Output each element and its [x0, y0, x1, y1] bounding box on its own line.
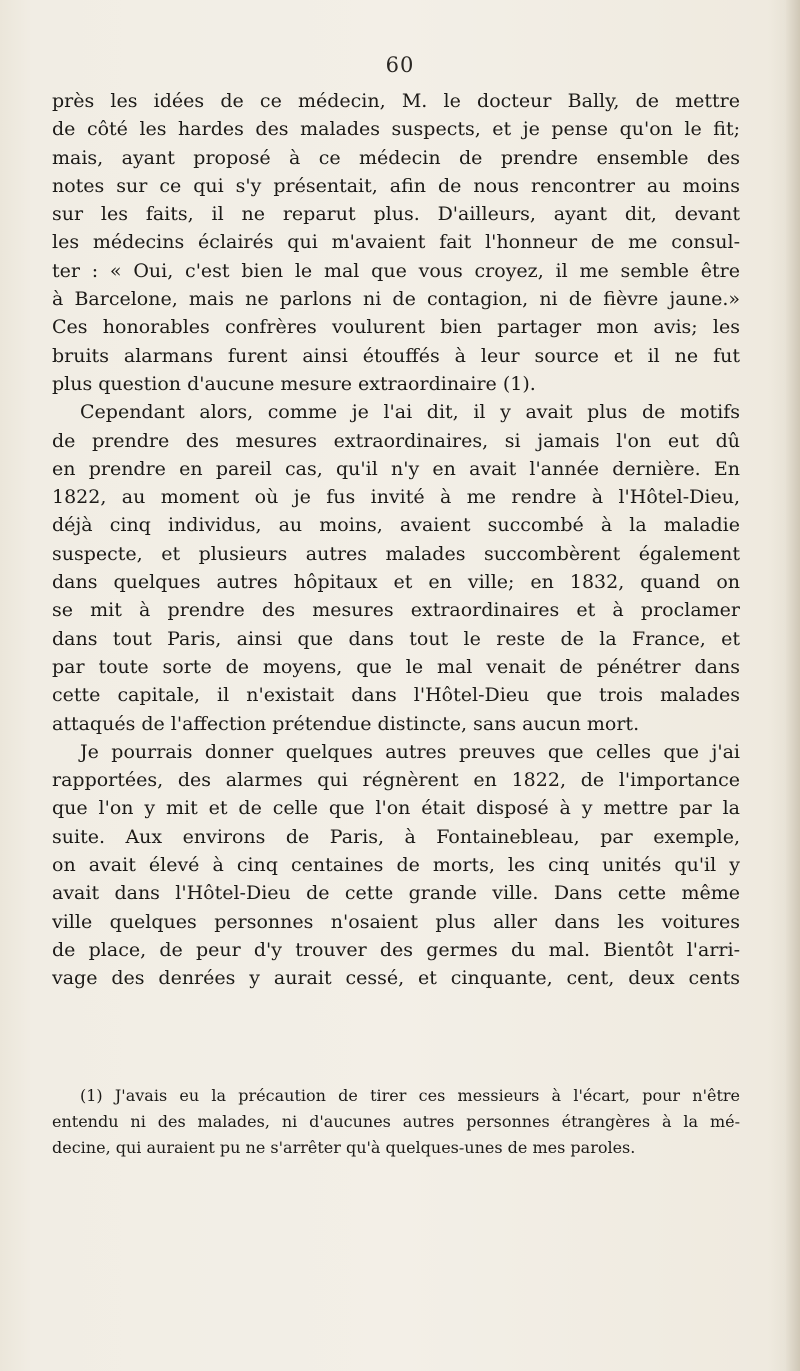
text-line: avait dans l'Hôtel-Dieu de cette grande ville. Dans cette même: [52, 882, 740, 905]
text-line: suite. Aux environs de Paris, à Fontainebleau, par exemple,: [52, 825, 740, 848]
text-line: se mit à prendre des mesures extraordinaires et à proclamer: [52, 599, 740, 622]
text-line: suspecte, et plusieurs autres malades succombèrent également: [52, 542, 740, 565]
text-line: Ces honorables confrères voulurent bien partager mon avis; les: [52, 316, 740, 339]
text-line: par toute sorte de moyens, que le mal venait de pénétrer dans: [52, 655, 740, 678]
text-line: 1822, au moment où je fus invité à me rendre à l'Hôtel-Dieu,: [52, 486, 740, 509]
text-line: Je pourrais donner quelques autres preuves que celles que j'ai: [80, 740, 740, 763]
footnote-line: entendu ni des malades, ni d'aucunes autres personnes étrangères à la mé-: [52, 1112, 740, 1131]
text-line: en prendre en pareil cas, qu'il n'y en avait l'année dernière. En: [52, 457, 740, 480]
text-line: ter : « Oui, c'est bien le mal que vous croyez, il me semble être: [52, 259, 740, 282]
text-line: sur les faits, il ne reparut plus. D'ailleurs, ayant dit, devant: [52, 203, 740, 226]
text-line: bruits alarmans furent ainsi étouffés à leur source et il ne fut: [52, 344, 740, 367]
text-line: ville quelques personnes n'osaient plus aller dans les voitures: [52, 910, 740, 933]
text-line: rapportées, des alarmes qui régnèrent en 1822, de l'importance: [52, 769, 740, 792]
text-line: cette capitale, il n'existait dans l'Hôtel-Dieu que trois malades: [52, 684, 740, 707]
text-line: attaqués de l'affection prétendue distincte, sans aucun mort.: [52, 712, 640, 735]
text-line: de côté les hardes des malades suspects, et je pense qu'on le fit;: [52, 118, 740, 141]
text-line: déjà cinq individus, au moins, avaient succombé à la maladie: [52, 514, 740, 537]
text-line: Cependant alors, comme je l'ai dit, il y avait plus de motifs: [80, 401, 740, 424]
text-line: près les idées de ce médecin, M. le docteur Bally, de mettre: [52, 90, 740, 112]
text-line: on avait élevé à cinq centaines de morts, les cinq unités qu'il y: [52, 854, 740, 877]
body-text: [52, 87, 740, 993]
text-line: dans tout Paris, ainsi que dans tout le reste de la France, et: [52, 627, 740, 650]
text-line: de place, de peur d'y trouver des germes du mal. Bientôt l'arri-: [52, 938, 740, 961]
text-line: dans quelques autres hôpitaux et en ville; en 1832, quand on: [52, 571, 740, 594]
footnote-line: (1) J'avais eu la précaution de tirer ces messieurs à l'écart, pour n'être: [80, 1086, 740, 1105]
text-line: à Barcelone, mais ne parlons ni de contagion, ni de fièvre jaune.»: [52, 288, 740, 311]
footnote: [52, 1083, 740, 1161]
footnote-line: decine, qui auraient pu ne s'arrêter qu'à quelques-unes de mes paroles.: [52, 1138, 636, 1157]
text-line: de prendre des mesures extraordinaires, si jamais l'on eut dû: [52, 429, 740, 452]
text-line: les médecins éclairés qui m'avaient fait l'honneur de me consul-: [52, 231, 740, 254]
page-number: 60: [385, 53, 415, 77]
text-line: notes sur ce qui s'y présentait, afin de nous rencontrer au moins: [52, 174, 740, 197]
text-line: vage des denrées y aurait cessé, et cinquante, cent, deux cents: [52, 967, 740, 990]
text-line: plus question d'aucune mesure extraordinaire (1).: [52, 372, 536, 395]
page-edge-shadow: [786, 0, 800, 1371]
text-line: que l'on y mit et de celle que l'on était disposé à y mettre par la: [52, 797, 740, 820]
text-line: mais, ayant proposé à ce médecin de prendre ensemble des: [52, 146, 740, 169]
